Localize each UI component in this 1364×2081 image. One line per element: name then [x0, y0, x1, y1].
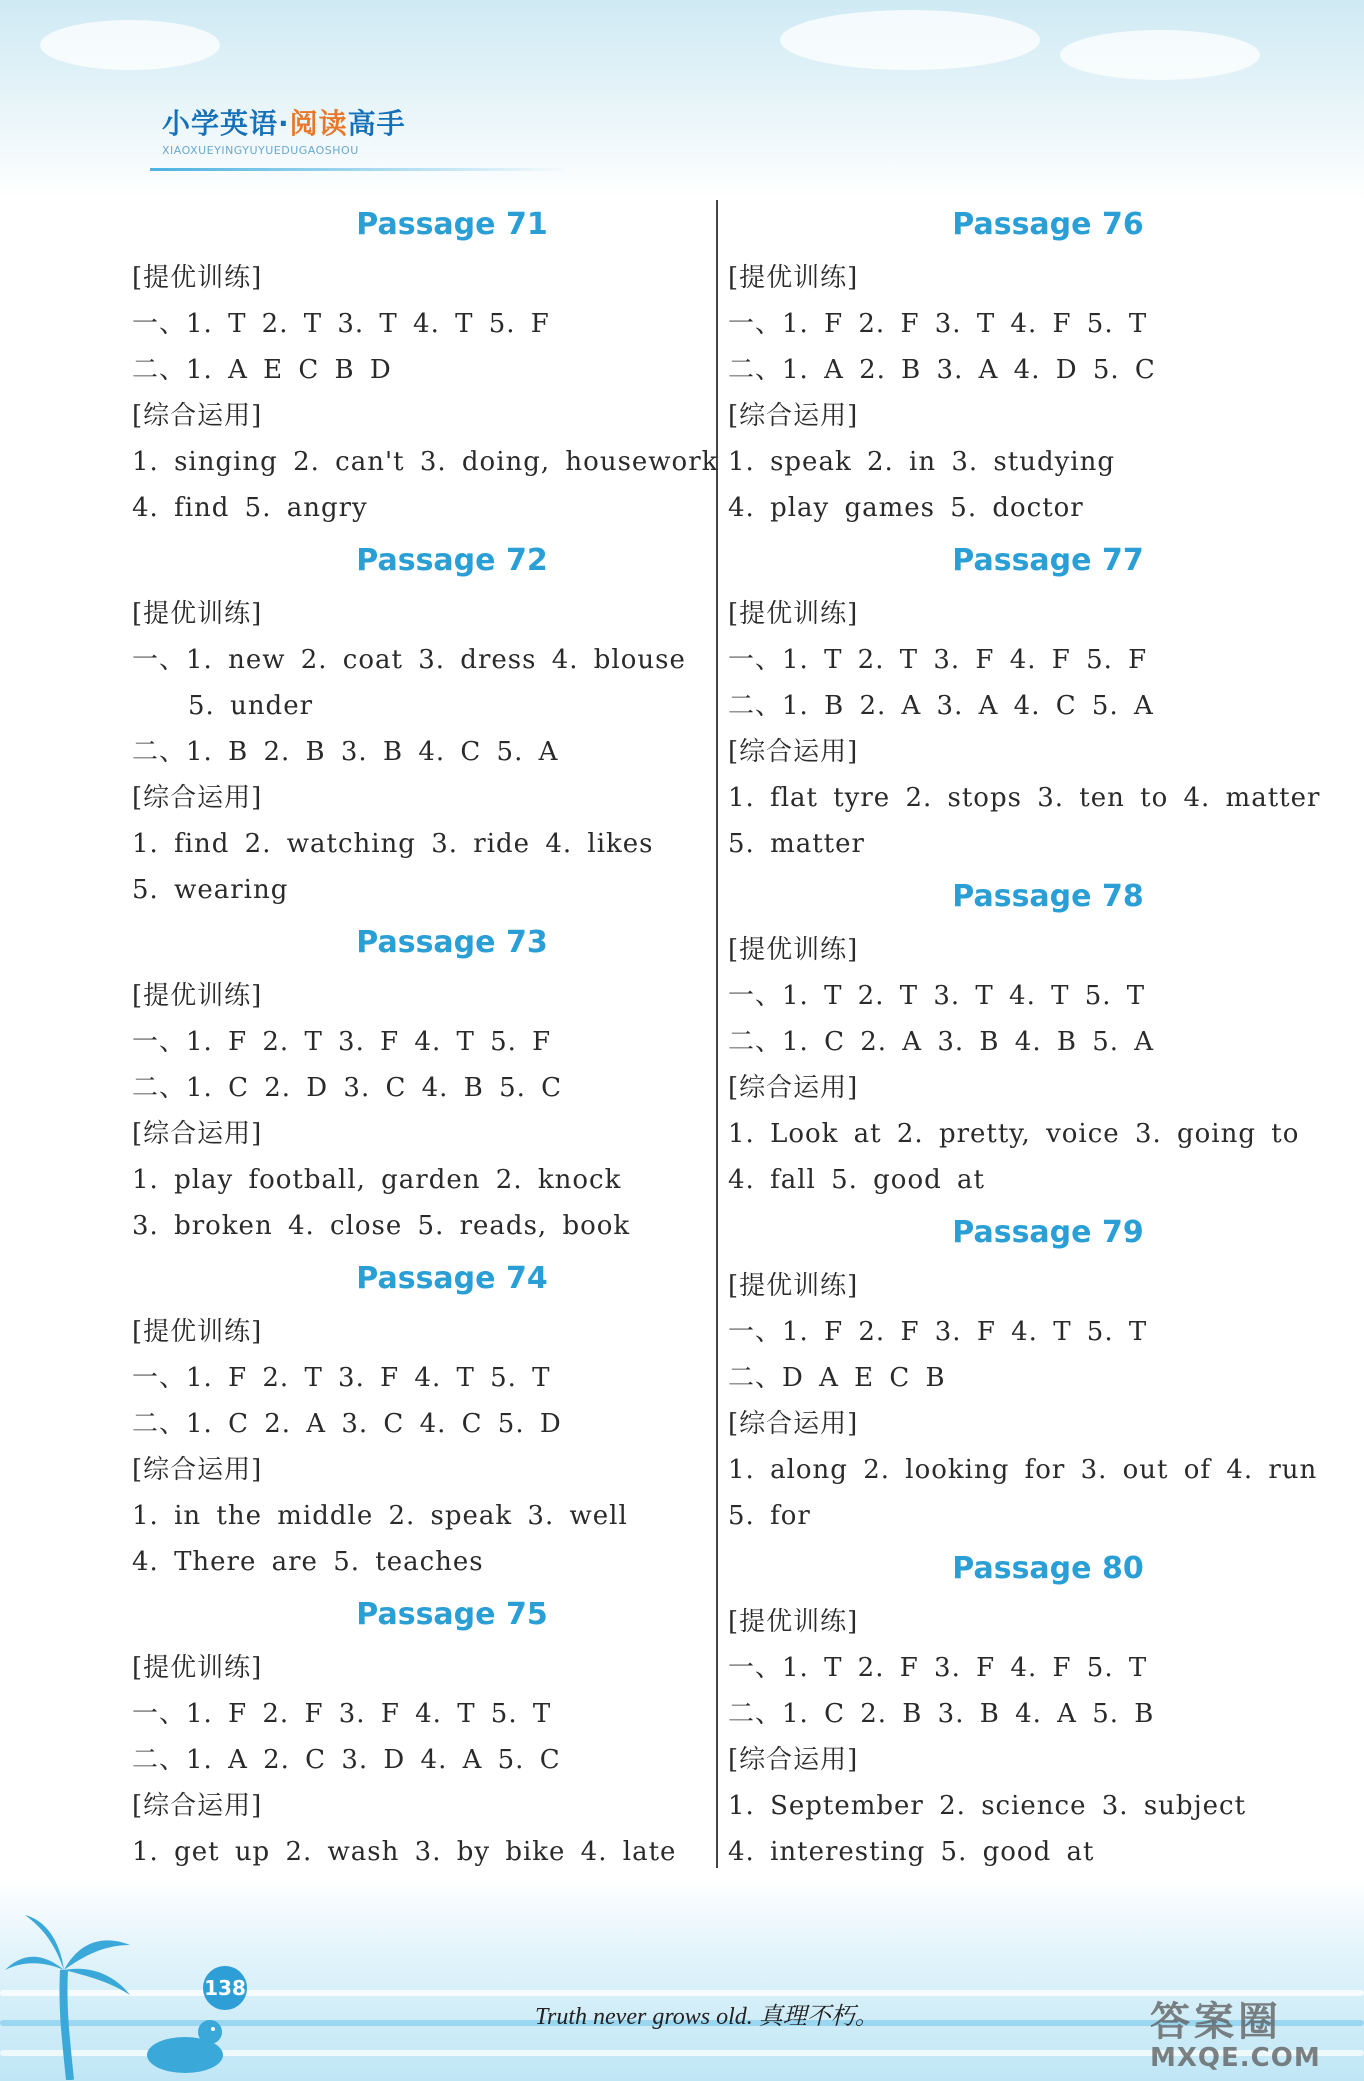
answer-line: 一、1. F 2. F 3. T 4. F 5. T [728, 309, 1148, 339]
answer-line: 二、1. A 2. C 3. D 4. A 5. C [132, 1745, 561, 1775]
answer-line: [综合运用] [132, 401, 263, 431]
answer-line: 1. get up 2. wash 3. by bike 4. late [132, 1837, 677, 1867]
answer-line: 5. wearing [132, 875, 289, 905]
answer-line: 二、1. B 2. A 3. A 4. C 5. A [728, 691, 1154, 721]
answer-line: [提优训练] [728, 1607, 859, 1637]
passage-title: Passage 76 [952, 207, 1144, 242]
answer-line: 一、1. F 2. T 3. F 4. T 5. T [132, 1363, 551, 1393]
passage-title: Passage 73 [356, 925, 548, 960]
passage-title: Passage 80 [952, 1551, 1144, 1586]
passage-title: Passage 78 [952, 879, 1144, 914]
answer-line: 二、1. A 2. B 3. A 4. D 5. C [728, 355, 1156, 385]
answer-line: 二、1. C 2. A 3. C 4. C 5. D [132, 1409, 562, 1439]
answer-line: [提优训练] [728, 1271, 859, 1301]
answer-line: [综合运用] [132, 1119, 263, 1149]
passage-block [132, 531, 752, 913]
answer-line: 1. singing 2. can't 3. doing, housework [132, 447, 719, 477]
answer-line: 1. Look at 2. pretty, voice 3. going to [728, 1119, 1300, 1149]
page-number: 138 [203, 1966, 247, 2010]
answer-line: 一、1. T 2. T 3. T 4. T 5. F [132, 309, 550, 339]
answer-line: 1. find 2. watching 3. ride 4. likes [132, 829, 654, 859]
answer-line: 4. There are 5. teaches [132, 1547, 484, 1577]
answer-column-right [728, 195, 1348, 1875]
passage-block [132, 913, 752, 1249]
answer-line: 5. under [188, 691, 314, 721]
answer-line: 一、1. F 2. F 3. F 4. T 5. T [132, 1699, 552, 1729]
answer-line: 二、1. A E C B D [132, 355, 392, 385]
answer-line: [提优训练] [728, 935, 859, 965]
watermark-url: MXQE.COM [1150, 2043, 1321, 2073]
seal-icon [140, 2000, 230, 2080]
answer-line: [综合运用] [728, 1745, 859, 1775]
answer-line: 1. speak 2. in 3. studying [728, 447, 1116, 477]
answer-line: 二、1. C 2. D 3. C 4. B 5. C [132, 1073, 563, 1103]
palm-tree-icon [0, 1900, 140, 2080]
passage-block [728, 1539, 1348, 1875]
answer-line: [提优训练] [728, 599, 859, 629]
answer-line: 二、1. B 2. B 3. B 4. C 5. A [132, 737, 559, 767]
answer-line: 一、1. T 2. F 3. F 4. F 5. T [728, 1653, 1148, 1683]
logo-title-part: 高手 [347, 107, 406, 140]
passage-block [132, 1585, 752, 1921]
answer-line: 4. play games 5. doctor [728, 493, 1084, 523]
logo-title-accent: 阅读 [289, 107, 348, 140]
answer-line: 1. September 2. science 3. subject [728, 1791, 1247, 1821]
answer-line: [综合运用] [132, 1791, 263, 1821]
cloud-decoration [780, 10, 1040, 70]
answer-line: [提优训练] [132, 1653, 263, 1683]
answer-line: 二、1. C 2. A 3. B 4. B 5. A [728, 1027, 1155, 1057]
answer-line: 4. interesting 5. good at [728, 1837, 1095, 1867]
answer-line: 1. in the middle 2. speak 3. well [132, 1501, 628, 1531]
cloud-decoration [40, 20, 220, 70]
header-rule [150, 168, 570, 171]
passage-block [132, 1249, 752, 1585]
answer-line: 1. play football, garden 2. knock [132, 1165, 622, 1195]
book-logo [162, 102, 482, 162]
logo-title-part: 小学英语· [162, 107, 290, 140]
passage-title: Passage 71 [356, 207, 548, 242]
answer-line: [综合运用] [132, 783, 263, 813]
passage-block [728, 867, 1348, 1203]
answer-line: [提优训练] [132, 263, 263, 293]
answer-line: 5. matter [728, 829, 865, 859]
answer-line: [综合运用] [728, 1073, 859, 1103]
passage-title: Passage 74 [356, 1261, 548, 1296]
answer-line: [综合运用] [728, 401, 859, 431]
answer-line: 1. along 2. looking for 3. out of 4. run [728, 1455, 1318, 1485]
answer-line: [提优训练] [132, 1317, 263, 1347]
passage-title: Passage 79 [952, 1215, 1144, 1250]
answer-line: [综合运用] [728, 737, 859, 767]
passage-title: Passage 72 [356, 543, 548, 578]
passage-title: Passage 77 [952, 543, 1144, 578]
passage-block [728, 1203, 1348, 1539]
passage-title: Passage 75 [356, 1597, 548, 1632]
footer-motto: Truth never grows old. 真理不朽。 [535, 2004, 879, 2030]
answer-line: 一、1. F 2. T 3. F 4. T 5. F [132, 1027, 552, 1057]
answer-line: 二、1. C 2. B 3. B 4. A 5. B [728, 1699, 1155, 1729]
answer-line: 1. flat tyre 2. stops 3. ten to 4. matter [728, 783, 1321, 813]
answer-line: 5. for [728, 1501, 811, 1531]
watermark-title: 答案圈 [1150, 1999, 1282, 2045]
answer-line: 4. fall 5. good at [728, 1165, 985, 1195]
answer-line: [综合运用] [728, 1409, 859, 1439]
answer-column-left [132, 195, 752, 1921]
answer-line: 一、1. new 2. coat 3. dress 4. blouse [132, 645, 686, 675]
passage-block [728, 195, 1348, 531]
answer-line: [提优训练] [132, 981, 263, 1011]
answer-line: 一、1. T 2. T 3. T 4. T 5. T [728, 981, 1146, 1011]
answer-line: [综合运用] [132, 1455, 263, 1485]
passage-block [728, 531, 1348, 867]
answer-line: 二、D A E C B [728, 1363, 946, 1393]
answer-line: 3. broken 4. close 5. reads, book [132, 1211, 631, 1241]
answer-line: 一、1. T 2. T 3. F 4. F 5. F [728, 645, 1148, 675]
logo-title [162, 102, 406, 142]
logo-pinyin: XIAOXUEYINGYUYUEDUGAOSHOU [162, 144, 359, 157]
answer-line: [提优训练] [132, 599, 263, 629]
passage-block [132, 195, 752, 531]
answer-line: 4. find 5. angry [132, 493, 368, 523]
answer-line: [提优训练] [728, 263, 859, 293]
cloud-decoration [1060, 30, 1260, 80]
answer-line: 一、1. F 2. F 3. F 4. T 5. T [728, 1317, 1148, 1347]
site-watermark [1150, 1990, 1360, 2080]
